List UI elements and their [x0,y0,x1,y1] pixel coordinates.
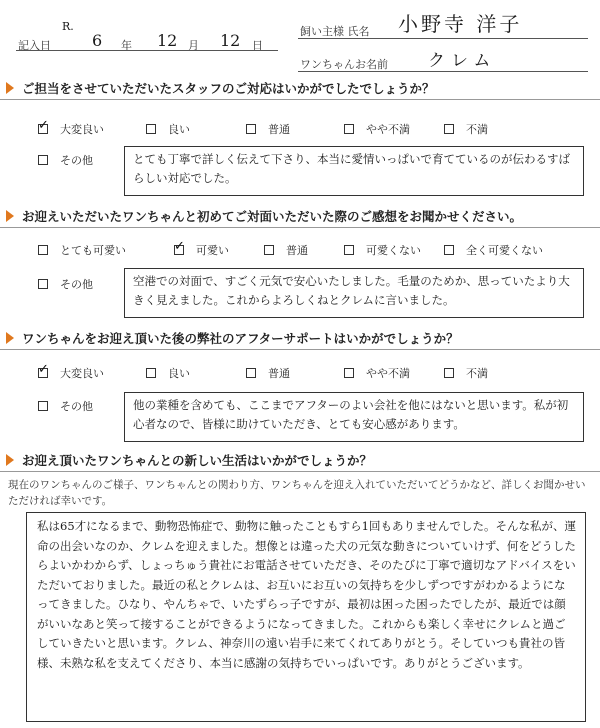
checkbox-checked-icon[interactable] [174,245,184,255]
q3-option-1[interactable]: ✓大変良い [38,365,104,381]
checkbox-icon[interactable] [344,368,354,378]
era-value: R. [62,20,74,33]
q2-option-2[interactable]: ✓ 可愛い [174,242,229,258]
dog-name[interactable]: クレム [428,51,497,71]
checkbox-checked-icon[interactable] [38,368,48,378]
checkbox-icon[interactable] [146,368,156,378]
q4-comment-box[interactable] [26,512,586,722]
question-1-header [0,78,600,98]
checkbox-icon[interactable] [38,401,48,411]
question-3-header [0,328,600,348]
q2-option-4[interactable]: 可愛くない [344,242,421,258]
q4-comment: 私は65才になるまで、動物恐怖症で、動物に触ったこともすら1回もありませんでした。そんな私が、運命の出会いなのか、クレムを迎えました。想像とは違った犬の元気な動きについていけず、何をどうしたらよいかわからず、しょっちゅう貴社にお電話させていただき、そのたびに丁寧で適切なアドバイスをいただいておりました。最近の私とクレムは、お互いにお互いの気持ちを少しずつですがわかるようになってきました。ひなり、やんちゃで、いたずらっ子ですが、最初は困った困ったでしたが、最近では顔がいいなあと笑って接することができるようになってきました。これからも楽しく幸せにクレムと過ごしていきたいと思います。クレム、神奈川の遠い岩手に来てくれてありがとう。そしていつも貴社の皆様、未熟な私を支えてくださり、本当に感謝の気持ちでいっぱいです。ありがとうございます。 [37,519,576,670]
q3-comment: 他の業種を含めても、ここまでアフターのよい会社を他にはないと思います。私が初心者なので、皆様に助けていただき、とても安心感があります。 [133,398,569,431]
owner-label: 飼い主様 氏名 [300,25,370,38]
q3-option-5[interactable]: 不満 [444,365,488,381]
triangle-bullet-icon [6,210,14,222]
q3-option-2[interactable]: 良い [146,365,190,381]
q2-option-3[interactable]: 普通 [264,242,308,258]
q2-option-5[interactable]: 全く可愛くない [444,242,543,258]
year-label: 年 [121,39,132,52]
checkbox-icon[interactable] [246,124,256,134]
q2-option-other[interactable]: その他 [38,276,93,292]
checkbox-icon[interactable] [246,368,256,378]
checkbox-icon[interactable] [264,245,274,255]
q3-comment-box[interactable] [124,392,584,442]
q3-option-other[interactable]: その他 [38,398,93,414]
q1-option-5[interactable]: 不満 [444,121,488,137]
checkbox-icon[interactable] [38,155,48,165]
day-value[interactable]: 12 [220,31,241,50]
q3-option-4[interactable]: やや不満 [344,365,410,381]
checkbox-icon[interactable] [444,124,454,134]
question-2-header [0,206,600,226]
day-label: 日 [252,39,263,52]
question-4-text: お迎え頂いたワンちゃんとの新しい生活はいかがでしょうか？ [22,453,373,468]
checkbox-checked-icon[interactable] [38,124,48,134]
triangle-bullet-icon [6,454,14,466]
triangle-bullet-icon [6,82,14,94]
checkbox-icon[interactable] [146,124,156,134]
question-4-info: 現在のワンちゃんのご様子、ワンちゃんとの関わり方、ワンちゃんを迎え入れていただいてどうかなど、詳しくお聞かせいただければ幸いです。 [8,479,586,507]
question-3-text: ワンちゃんをお迎え頂いた後の弊社のアフターサポートはいかがでしょうか？ [22,331,459,346]
q1-option-2[interactable]: 良い [146,121,190,137]
q1-option-3[interactable]: 普通 [246,121,290,137]
checkbox-icon[interactable] [38,279,48,289]
year-value[interactable]: 6 [92,31,103,50]
q1-comment: とても丁寧で詳しく伝えて下さり、本当に愛情いっぱいで育てているのが伝わるすばらしい対応でした。 [133,152,570,185]
q1-option-4[interactable]: やや不満 [344,121,410,137]
checkbox-icon[interactable] [38,245,48,255]
triangle-bullet-icon [6,332,14,344]
q3-option-3[interactable]: 普通 [246,365,290,381]
q2-option-1[interactable]: とても可愛い [38,242,126,258]
owner-name[interactable]: 小野寺 洋子 [398,12,523,36]
dog-label: ワンちゃんお名前 [300,58,388,71]
q2-comment-box[interactable] [124,268,584,318]
checkbox-icon[interactable] [344,124,354,134]
q1-comment-box[interactable] [124,146,584,196]
q1-option-other[interactable]: その他 [38,152,93,168]
checkbox-icon[interactable] [344,245,354,255]
month-label: 月 [188,39,199,52]
question-2-text: お迎えいただいたワンちゃんと初めてご対面いただいた際のご感想をお聞かせください。 [22,209,523,224]
question-4-header [0,450,600,470]
date-label: 記入日 [18,39,51,52]
month-value[interactable]: 12 [157,31,178,50]
q2-comment: 空港での対面で、すごく元気で安心いたしました。毛量のためか、思っていたより大きく見えました。これからよろしくねとクレムに言いました。 [133,274,570,307]
q1-option-1[interactable]: ✓大変良い [38,121,104,137]
checkbox-icon[interactable] [444,368,454,378]
question-1-text: ご担当をさせていただいたスタッフのご対応はいかがでしたでしょうか？ [22,81,435,96]
checkbox-icon[interactable] [444,245,454,255]
